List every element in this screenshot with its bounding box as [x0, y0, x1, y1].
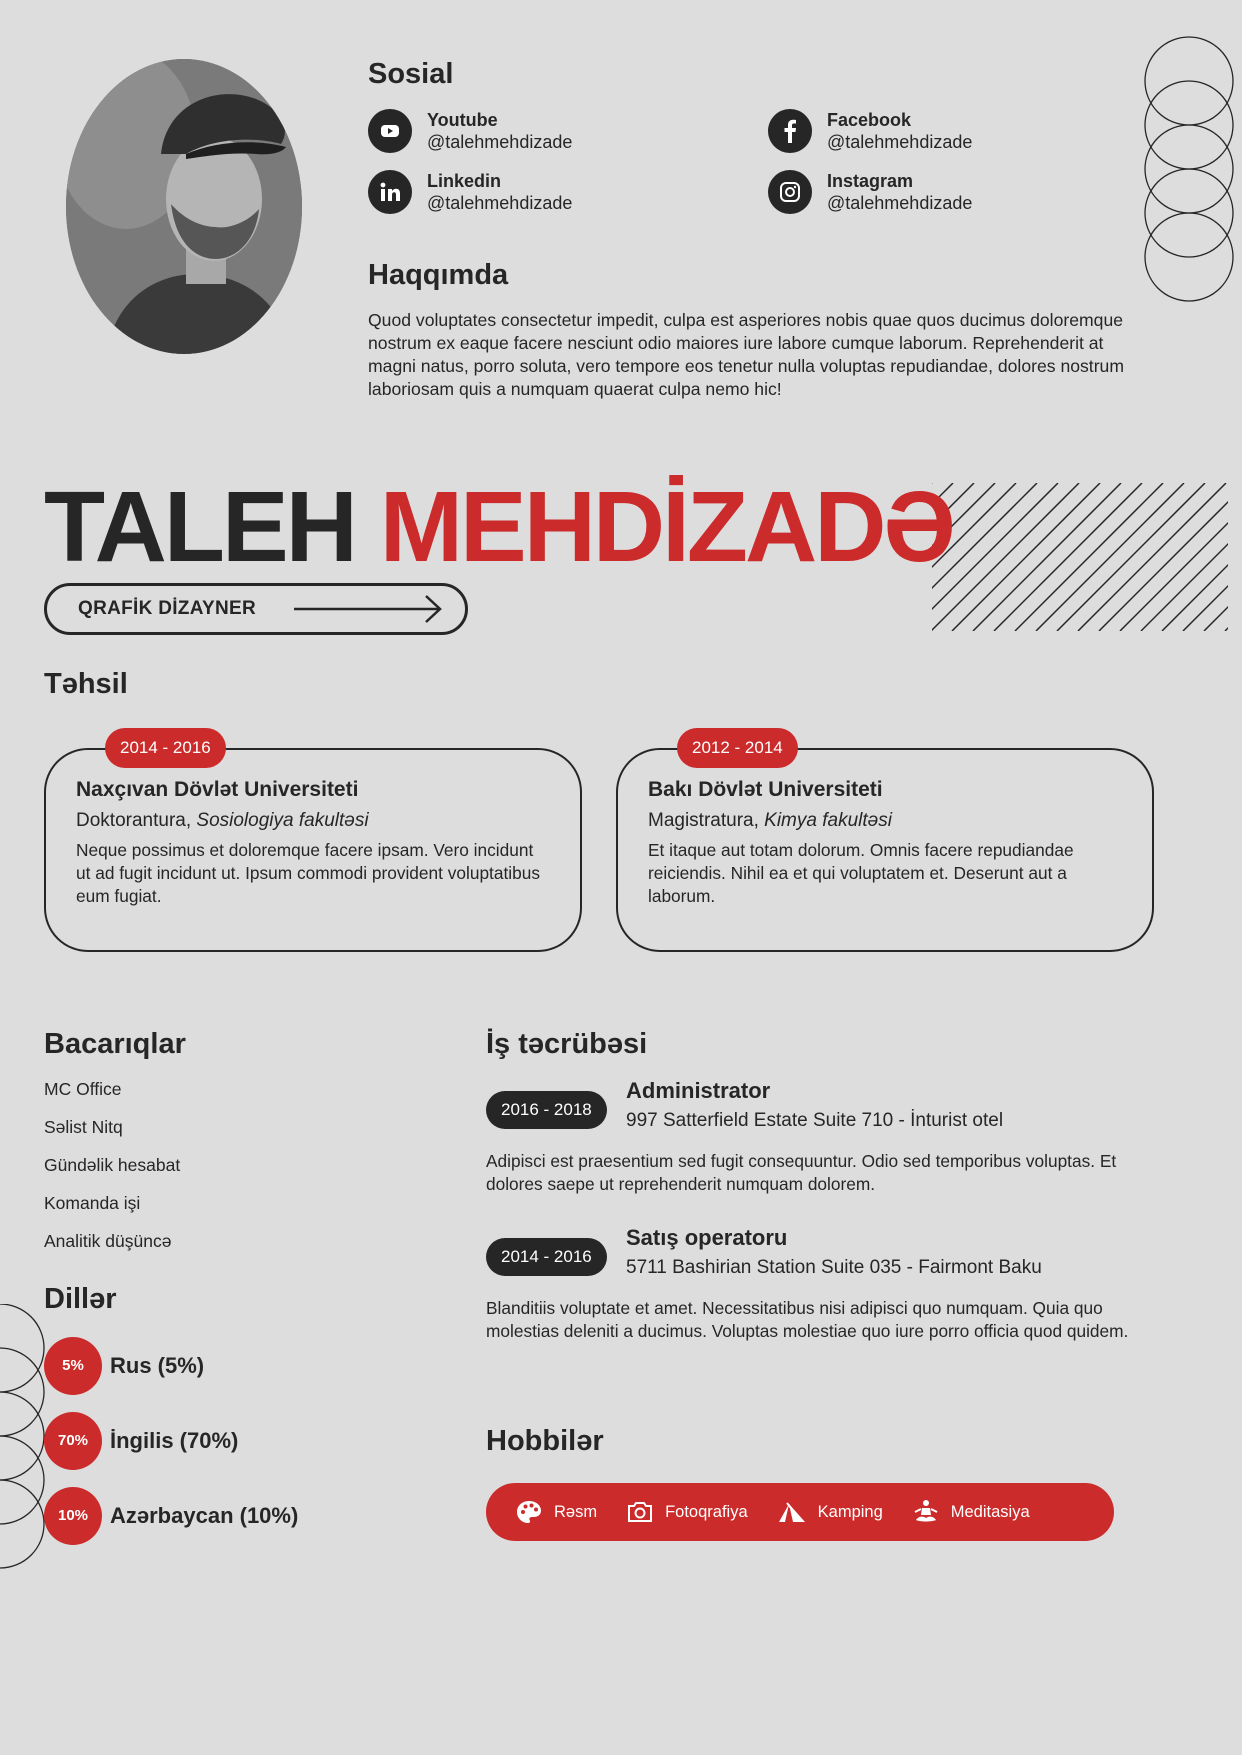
hobby-item: [516, 1500, 597, 1524]
about-text: Quod voluptates consectetur impedit, culpa est asperiores nobis quae quos ducimus doloremque nostrum ex eaque facere nesciunt odio maiores iure labore cumque laborum. Reprehenderit at magni natus, porro soluta, vero tempore eos tenetur nulla voluptas repudiandae, dolores nostrum laboriosam quis a numquam quaerat culpa nemo hic!: [368, 310, 1124, 399]
first-name: TALEH: [44, 471, 355, 583]
decorative-hatch: [932, 483, 1228, 631]
hobby-label: Rəsm: [554, 1502, 598, 1521]
skill-item: MC Office: [44, 1079, 122, 1099]
social-instagram[interactable]: [768, 170, 1148, 214]
hatch-line: [1015, 483, 1163, 631]
social-handle: @talehmehdizade: [427, 132, 573, 152]
meditation-icon: [913, 1499, 939, 1525]
skill-item: Gündəlik hesabat: [44, 1155, 181, 1175]
role-label: QRAFİK DİZAYNER: [78, 598, 256, 619]
social-handle: @talehmehdizade: [827, 132, 973, 152]
job-place: 5711 Bashirian Station Suite 035 - Fairmont Baku: [626, 1257, 1042, 1278]
experience-title: İş təcrübəsi: [486, 1028, 648, 1060]
job-years-badge: 2016 - 2018: [486, 1091, 607, 1129]
person-name: [44, 472, 953, 582]
education-title: Təhsil: [44, 668, 128, 700]
language-item: [44, 1478, 298, 1553]
language-item: [44, 1403, 298, 1478]
hobby-label: Meditasiya: [950, 1502, 1030, 1521]
hatch-line: [973, 483, 1121, 631]
hatch-line: [1057, 483, 1205, 631]
tent-icon: [778, 1501, 806, 1523]
job-title: Satış operatoru: [626, 1225, 788, 1250]
languages-title: Dillər: [44, 1283, 117, 1315]
education-desc: Neque possimus et doloremque facere ipsam. Vero incidunt ut ad fugit incidunt ut. Ipsum commodi provident voluptatibus eum fugiat.: [76, 840, 540, 906]
about-title: Haqqımda: [368, 259, 509, 291]
social-handle: @talehmehdizade: [427, 193, 573, 213]
decorative-circles-left: [0, 1304, 46, 1574]
language-label: Rus (5%): [110, 1352, 205, 1378]
skills-title: Bacarıqlar: [44, 1028, 186, 1060]
profile-photo: [66, 59, 302, 354]
skill-item: Analitik düşüncə: [44, 1231, 172, 1251]
hobby-item: [913, 1499, 1030, 1525]
hobbies-bar: [486, 1483, 1114, 1541]
education-years-badge: 2012 - 2014: [677, 728, 798, 768]
job-desc: Blanditiis voluptate et amet. Necessitatibus nisi adipisci quo numquam. Quia quo molestias deleniti a ducimus. Voluptas molestiae quo iure porro officia quod quidem.: [486, 1298, 1129, 1341]
social-handle: @talehmehdizade: [827, 193, 973, 213]
job-place: 997 Satterfield Estate Suite 710 - İnturist otel: [626, 1110, 1004, 1131]
social-facebook[interactable]: [768, 109, 1148, 153]
education-card: [44, 748, 582, 952]
job-header: [626, 1078, 1003, 1132]
language-percent-badge: 10%: [44, 1487, 102, 1545]
skill-item: Səlist Nitq: [44, 1117, 123, 1137]
hobby-label: Fotoqrafiya: [665, 1502, 748, 1521]
education-school: Bakı Dövlət Universiteti: [648, 778, 883, 801]
language-label: Azərbaycan (10%): [110, 1502, 299, 1528]
social-name: Youtube: [427, 110, 498, 130]
social-name: Instagram: [827, 171, 914, 191]
language-percent-badge: 70%: [44, 1412, 102, 1470]
language-item: [44, 1328, 298, 1403]
hatch-line: [1078, 483, 1226, 631]
youtube-icon: [368, 109, 412, 153]
arrow-right-icon: [292, 594, 444, 624]
skills-list: [44, 1079, 180, 1269]
last-name: MEHDİZADƏ: [379, 471, 954, 583]
languages-list: [44, 1328, 298, 1553]
education-school: Naxçıvan Dövlət Universiteti: [76, 778, 359, 801]
instagram-icon: [768, 170, 812, 214]
social-name: Facebook: [827, 110, 912, 130]
social-youtube[interactable]: [368, 109, 748, 153]
language-label: İngilis (70%): [110, 1427, 239, 1453]
job-title: Administrator: [626, 1078, 771, 1103]
hobby-item: [778, 1501, 883, 1523]
social-linkedin[interactable]: [368, 170, 748, 214]
camera-icon: [627, 1501, 653, 1523]
palette-icon: [516, 1500, 542, 1524]
hatch-line: [952, 483, 1100, 631]
job-header: [626, 1225, 1042, 1279]
hobby-label: Kamping: [817, 1502, 883, 1521]
hatch-line: [1183, 483, 1228, 631]
language-percent-badge: 5%: [44, 1337, 102, 1395]
portrait-image: [66, 59, 302, 354]
job-years-badge: 2014 - 2016: [486, 1238, 607, 1276]
facebook-icon: [768, 109, 812, 153]
hatch-line: [1036, 483, 1184, 631]
hobbies-title: Hobbilər: [486, 1425, 604, 1457]
decorative-circles-top: [1140, 36, 1242, 306]
job-desc: Adipisci est praesentium sed fugit consequuntur. Odio sed temporibus voluptas. Et dolores saepe ut reprehenderit numquam dolorem.: [486, 1151, 1117, 1194]
hobby-item: [627, 1501, 748, 1523]
education-degree: Magistratura, Kimya fakultəsi: [648, 810, 892, 831]
hatch-line: [932, 483, 1079, 631]
role-pill: [44, 583, 468, 635]
education-desc: Et itaque aut totam dolorum. Omnis facere repudiandae reiciendis. Nihil ea et qui voluptatem et. Deserunt aut a laborum.: [648, 840, 1074, 906]
linkedin-icon: [368, 170, 412, 214]
social-name: Linkedin: [427, 171, 502, 191]
hatch-line: [994, 483, 1142, 631]
education-degree: Doktorantura, Sosiologiya fakultəsi: [76, 810, 369, 831]
skill-item: Komanda işi: [44, 1193, 141, 1213]
education-card: [616, 748, 1154, 952]
social-title: Sosial: [368, 58, 454, 90]
education-years-badge: 2014 - 2016: [105, 728, 226, 768]
